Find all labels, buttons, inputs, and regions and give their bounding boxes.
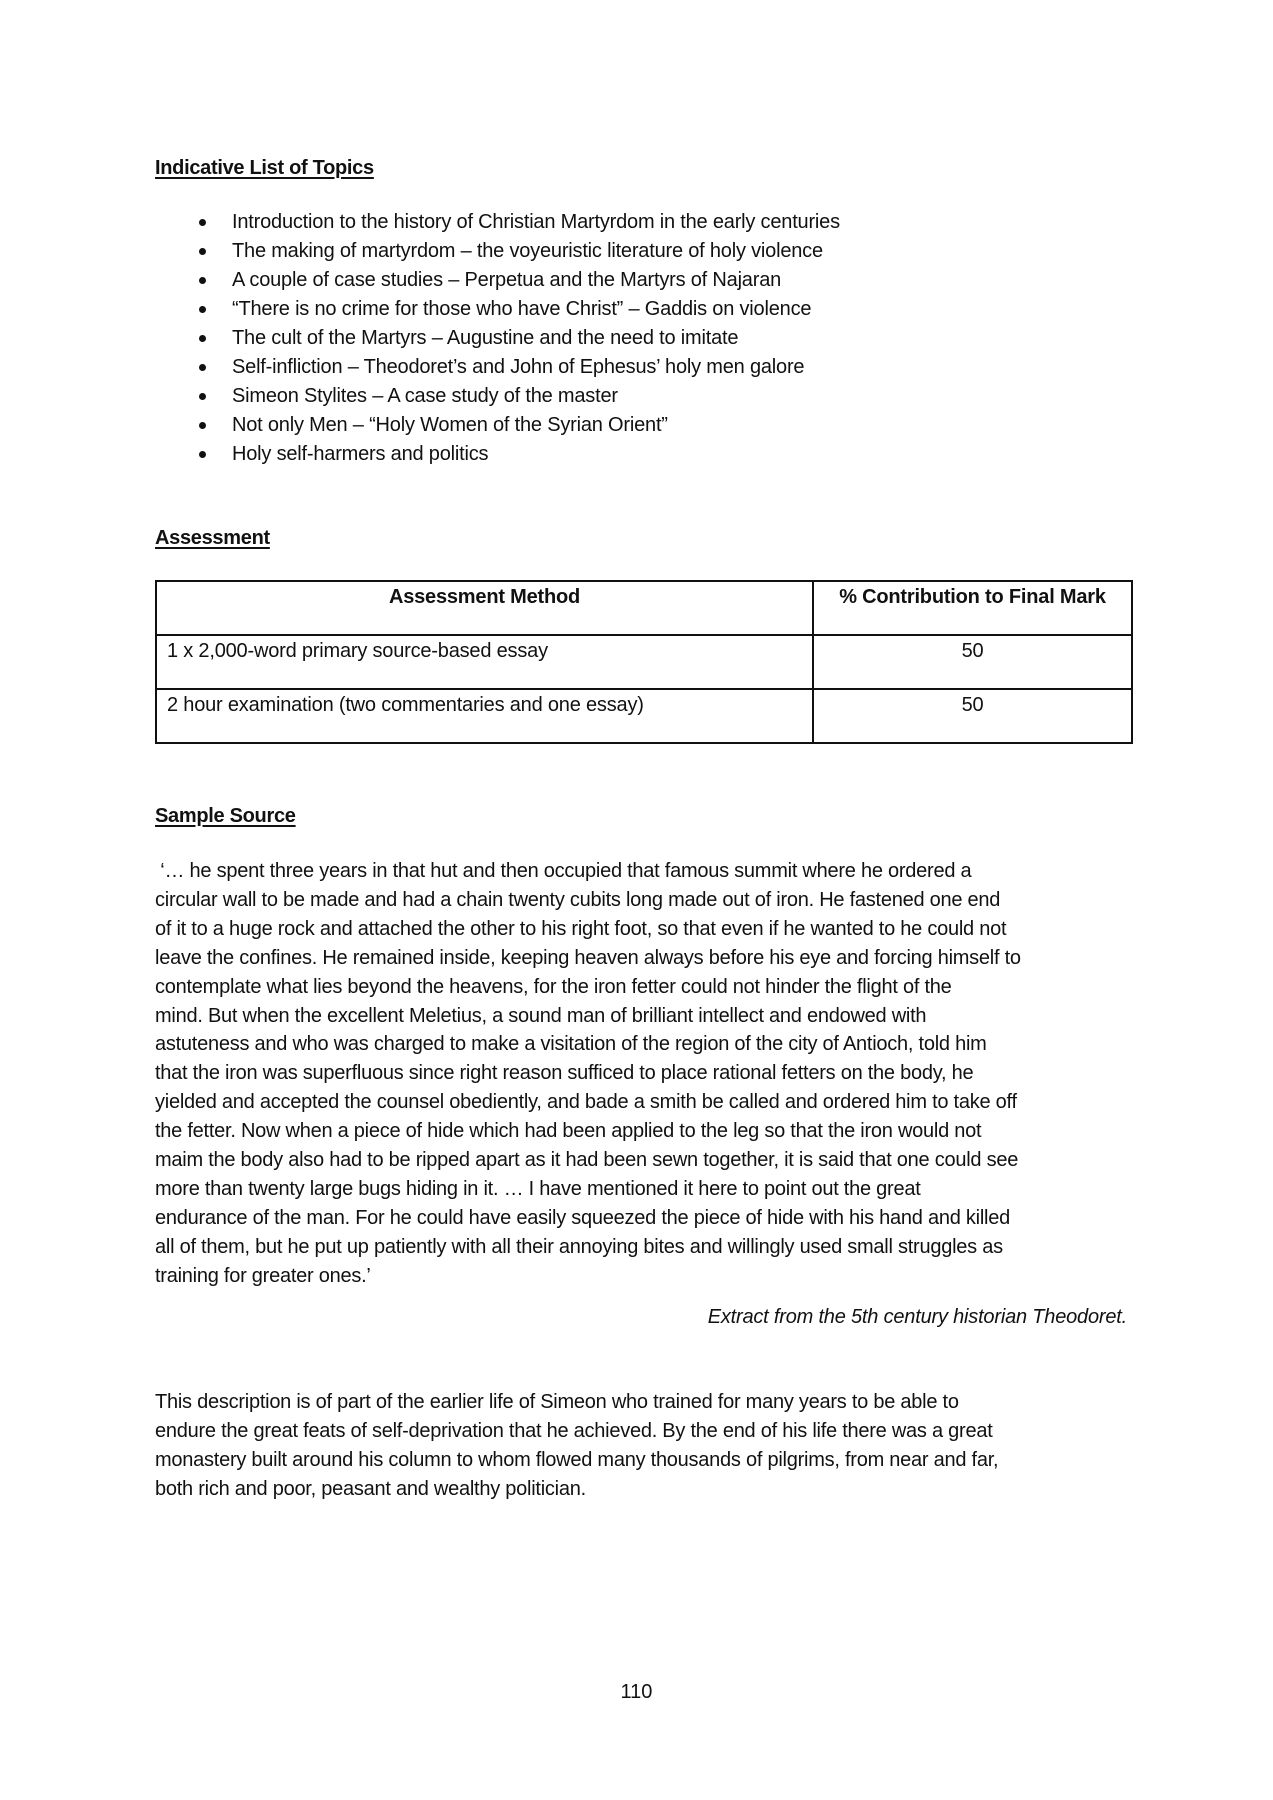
source-attribution: Extract from the 5th century historian Theodoret. xyxy=(707,1306,1127,1328)
paragraph-line: monastery built around his column to whom flowed many thousands of pilgrims, from near and far, xyxy=(155,1448,999,1471)
topics-heading: Indicative List of Topics xyxy=(155,157,374,179)
bullet-icon xyxy=(199,248,206,255)
bullet-icon xyxy=(199,451,206,458)
bullet-icon xyxy=(199,277,206,284)
bullet-icon xyxy=(199,422,206,429)
table-header-row xyxy=(156,581,1132,635)
topic-text: The making of martyrdom – the voyeuristic literature of holy violence xyxy=(232,240,823,262)
quote-line: leave the confines. He remained inside, keeping heaven always before his eye and forcing himself to xyxy=(155,946,1021,969)
quote-line: of it to a huge rock and attached the other to his right foot, so that even if he wanted to he could not xyxy=(155,917,1007,940)
column-header-contribution: % Contribution to Final Mark xyxy=(813,581,1132,635)
quote-line: mind. But when the excellent Meletius, a sound man of brilliant intellect and endowed with xyxy=(155,1004,927,1027)
assessment-heading: Assessment xyxy=(155,527,270,549)
quote-line: yielded and accepted the counsel obediently, and bade a smith be called and ordered him to take off xyxy=(155,1091,1017,1114)
topic-text: Introduction to the history of Christian Martyrdom in the early centuries xyxy=(232,211,840,233)
topic-text: The cult of the Martyrs – Augustine and the need to imitate xyxy=(232,327,739,349)
page-number: 110 xyxy=(620,1681,653,1703)
column-header-method: Assessment Method xyxy=(156,581,813,635)
bullet-icon xyxy=(199,335,206,342)
bullet-icon xyxy=(199,393,206,400)
closing-paragraph xyxy=(155,1388,1135,1504)
quote-line: training for greater ones.’ xyxy=(155,1264,371,1287)
paragraph-line: both rich and poor, peasant and wealthy politician. xyxy=(155,1477,586,1500)
quote-line: the fetter. Now when a piece of hide which had been applied to the leg so that the iron would not xyxy=(155,1120,982,1143)
bullet-icon xyxy=(199,306,206,313)
paragraph-line: endure the great feats of self-deprivation that he achieved. By the end of his life there was a great xyxy=(155,1419,993,1442)
quote-line: more than twenty large bugs hiding in it. … I have mentioned it here to point out the great xyxy=(155,1177,921,1200)
table-row xyxy=(156,689,1132,743)
method-cell: 2 hour examination (two commentaries and one essay) xyxy=(156,689,813,743)
table-row xyxy=(156,635,1132,689)
contribution-cell: 50 xyxy=(813,689,1132,743)
contribution-cell: 50 xyxy=(813,635,1132,689)
quote-line: maim the body also had to be ripped apart as it had been sewn together, it is said that one could see xyxy=(155,1149,1019,1172)
topic-text: “There is no crime for those who have Christ” – Gaddis on violence xyxy=(232,298,812,320)
topic-text: Self-infliction – Theodoret’s and John of Ephesus’ holy men galore xyxy=(232,356,805,378)
quote-line: that the iron was superfluous since right reason sufficed to place rational fetters on the body, he xyxy=(155,1062,974,1085)
quote-line: astuteness and who was charged to make a visitation of the region of the city of Antioch, told him xyxy=(155,1033,987,1056)
method-cell: 1 x 2,000-word primary source-based essay xyxy=(156,635,813,689)
quote-line: endurance of the man. For he could have easily squeezed the piece of hide with his hand and killed xyxy=(155,1206,1010,1229)
quote-line: all of them, but he put up patiently with all their annoying bites and willingly used small struggles as xyxy=(155,1235,1003,1258)
topic-text: Simeon Stylites – A case study of the master xyxy=(232,385,618,407)
bullet-icon xyxy=(199,364,206,371)
topic-text: Not only Men – “Holy Women of the Syrian Orient” xyxy=(232,414,668,436)
topic-text: Holy self-harmers and politics xyxy=(232,443,489,465)
sample-source-heading: Sample Source xyxy=(155,805,296,827)
topic-text: A couple of case studies – Perpetua and the Martyrs of Najaran xyxy=(232,269,782,291)
paragraph-line: This description is of part of the earlier life of Simeon who trained for many years to be able to xyxy=(155,1391,959,1413)
quote-line: contemplate what lies beyond the heavens, for the iron fetter could not hinder the flight of the xyxy=(155,975,952,998)
assessment-table xyxy=(155,580,1133,744)
bullet-icon xyxy=(199,219,206,226)
quote-line: ‘… he spent three years in that hut and then occupied that famous summit where he ordered a xyxy=(155,860,972,882)
source-quote xyxy=(155,857,1135,1291)
quote-line: circular wall to be made and had a chain twenty cubits long made out of iron. He fastened one end xyxy=(155,888,1001,911)
